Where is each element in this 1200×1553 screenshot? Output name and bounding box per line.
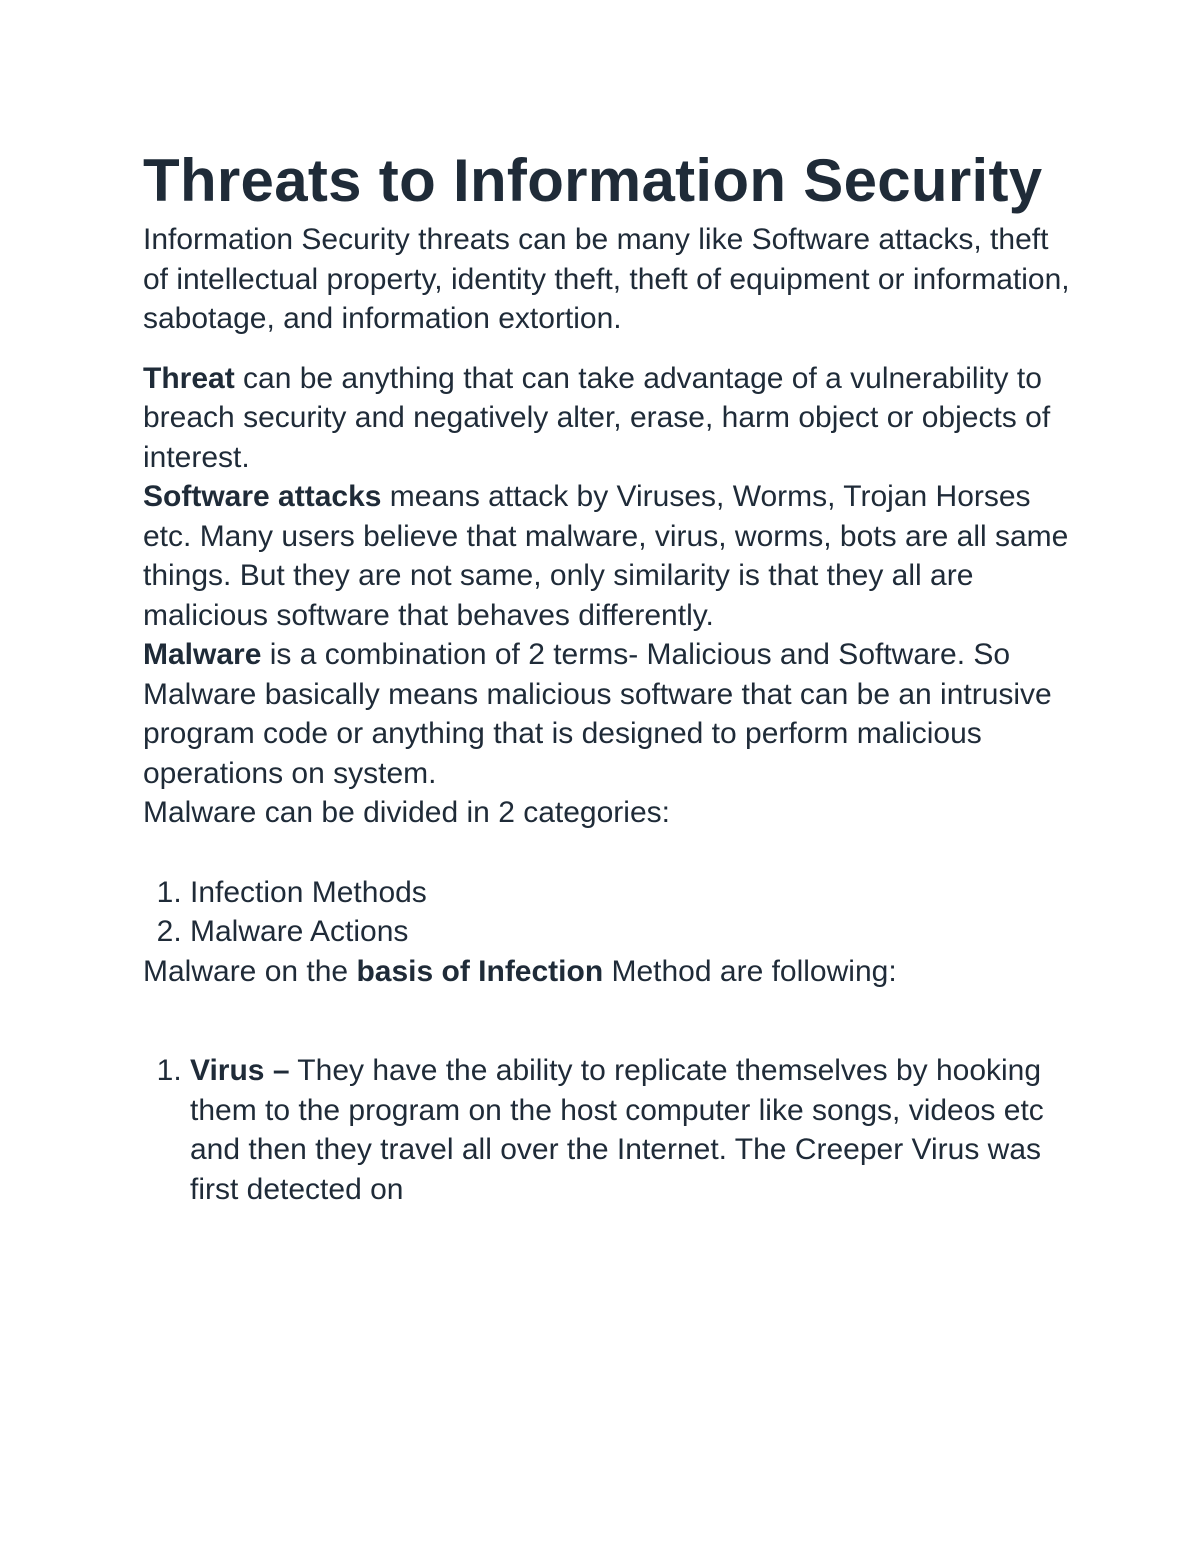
malware-paragraph [143,635,1073,793]
threat-text: can be anything that can take advantage of a vulnerability to breach security and negatively alter, erase, harm object or objects of interest. [143,361,1051,474]
infection-basis-prefix: Malware on the [143,954,357,988]
infection-methods-list [143,1051,1073,1209]
virus-term: Virus – [190,1054,290,1087]
document-title: Threats to Information Security [143,147,1043,214]
infection-basis-bold: basis of Infection [356,954,604,988]
list-item [190,1051,1073,1209]
software-attacks-term: Software attacks [143,480,382,513]
software-attacks-text: means attack by Viruses, Worms, Trojan Horses etc. Many users believe that malware, virus, worms, bots are all same things. But they are not same, only similarity is that they all are malicious software that behaves differently. [143,480,1069,632]
document-page [143,146,1073,1209]
threat-paragraph [143,359,1073,478]
intro-paragraph: Information Security threats can be many like Software attacks, theft of intellectual property, identity theft, theft of equipment or information, sabotage, and information extortion. [143,223,1070,335]
infection-basis-suffix: Method are following: [603,954,897,988]
software-attacks-paragraph [143,477,1073,635]
list-item: 2. Malware Actions [190,912,1073,952]
infection-basis-paragraph [143,952,1073,992]
malware-text: is a combination of 2 terms- Malicious and Software. So Malware basically means malicious software that can be an intrusive program code or anything that is designed to perform malicious operations on system. [143,638,1052,790]
categories-list [143,873,1073,952]
categories-intro: Malware can be divided in 2 categories: [143,796,670,829]
malware-term: Malware [143,638,262,671]
virus-text: They have the ability to replicate themselves by hooking them to the program on the host computer like songs, videos etc and then they travel all over the Internet. The Creeper Virus was first detected on [190,1054,1044,1206]
threat-term: Threat [143,361,235,395]
list-item: 1. Infection Methods [190,873,1073,913]
